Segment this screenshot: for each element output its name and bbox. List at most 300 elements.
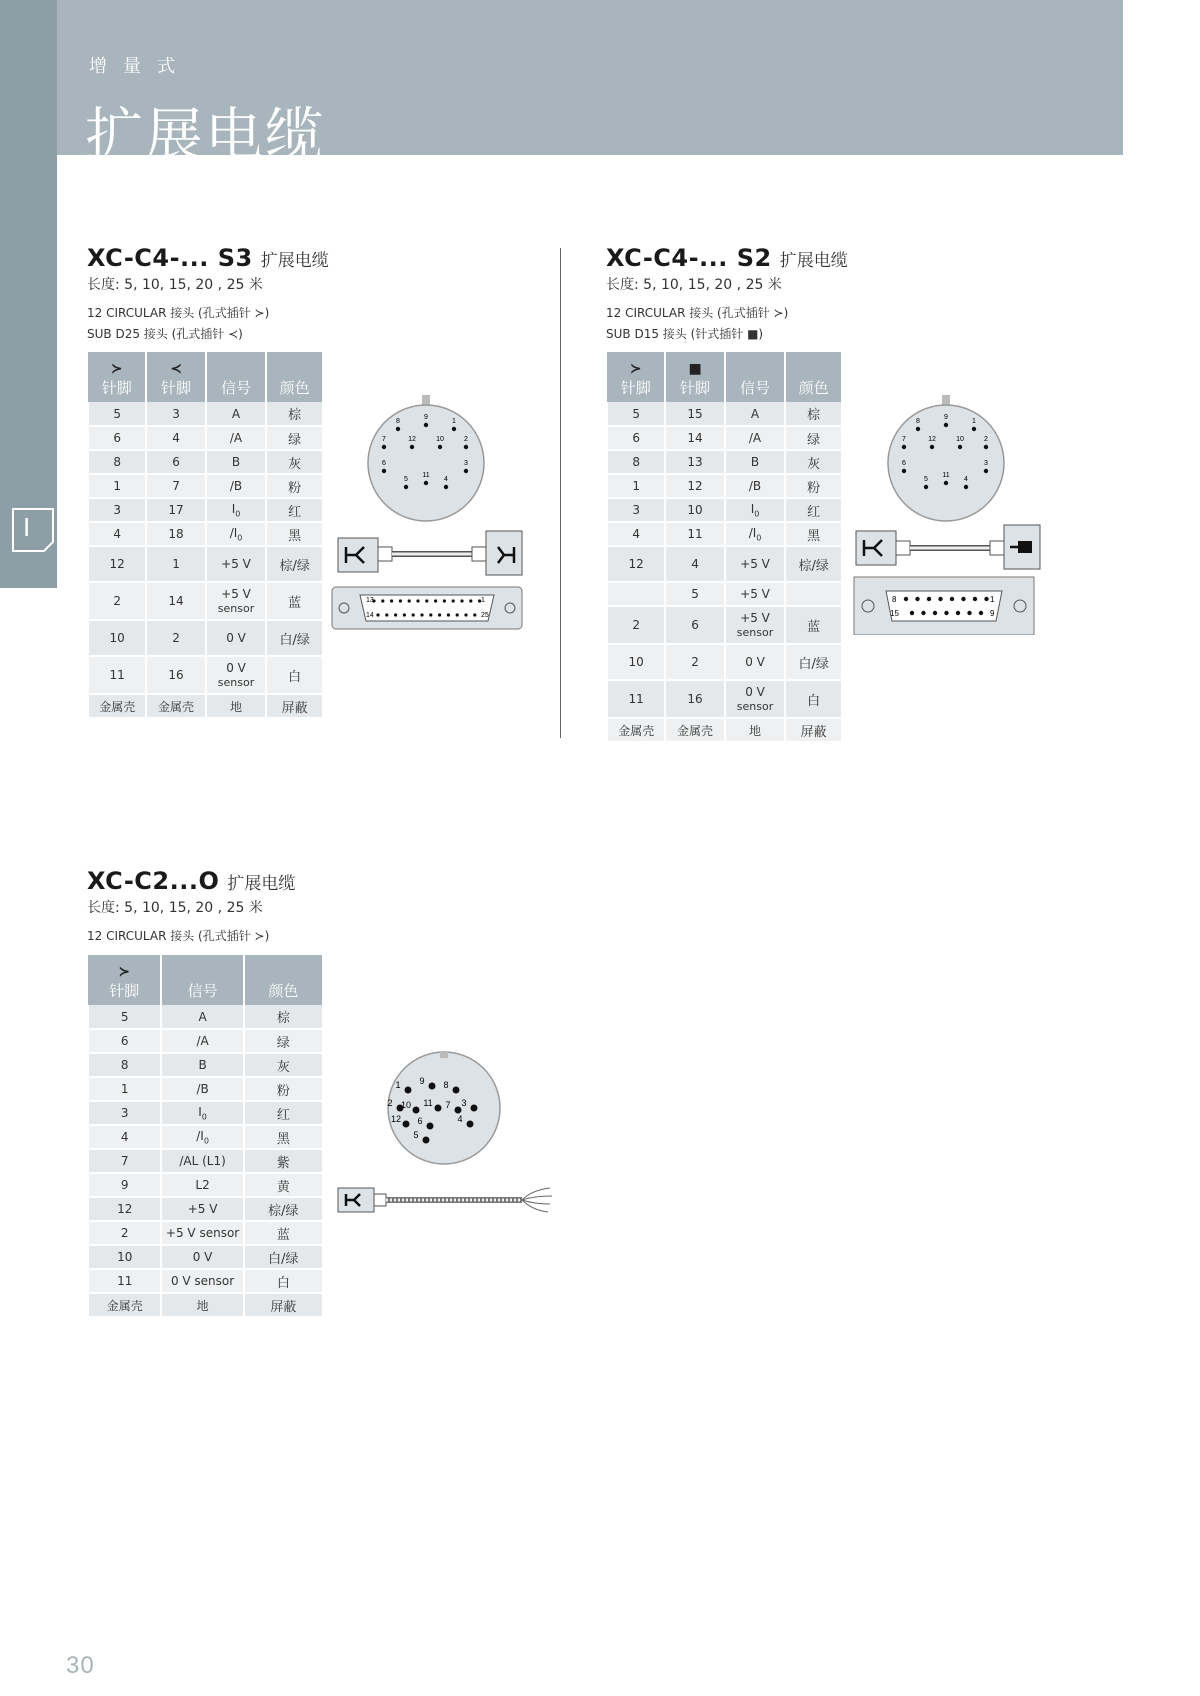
table-cell: $/I_0$ — [206, 522, 267, 546]
table-cell: 2 — [665, 644, 724, 680]
table-cell: 3 — [146, 402, 205, 426]
table-row — [88, 498, 323, 522]
table-cell: /B — [206, 474, 267, 498]
table-cell: 11 — [607, 680, 665, 718]
pin-label: 5 — [413, 1130, 419, 1140]
pin-dot — [456, 613, 459, 616]
pin-label: 2 — [387, 1098, 393, 1108]
table-cell: 6 — [607, 426, 665, 450]
table-row — [88, 694, 323, 718]
table-cell: 棕/绿 — [785, 546, 842, 582]
pin-label: 2 — [464, 436, 468, 443]
table-cell: 6 — [88, 426, 146, 450]
table-cell: +5 V — [206, 546, 267, 582]
connector-diagram-s2 — [850, 395, 1050, 635]
pin-dot — [944, 481, 948, 485]
table-cell: 3 — [88, 1101, 161, 1125]
table-row — [607, 582, 842, 606]
pin-connector-icon — [1018, 541, 1032, 553]
table-cell: 6 — [88, 1029, 161, 1053]
table-cell: 14 — [665, 426, 724, 450]
table-cell: 地 — [206, 694, 267, 718]
table-cell: +5 V — [161, 1197, 243, 1221]
table-cell: 绿 — [266, 426, 323, 450]
table-header-cell: ≻ 针脚 — [88, 352, 146, 402]
table-cell: 白 — [785, 680, 842, 718]
model-name: XC-C4-... S2 — [606, 244, 772, 272]
pin-label: 11 — [423, 1098, 433, 1108]
pin-dot — [460, 599, 463, 602]
pin-dot — [453, 1087, 460, 1094]
table-header-cell: ≺ 针脚 — [146, 352, 205, 402]
table-cell: 4 — [607, 522, 665, 546]
pin-dot — [944, 423, 948, 427]
section-title — [87, 244, 329, 272]
pin-dot — [455, 1107, 462, 1114]
section-tab-marker — [12, 508, 54, 552]
table-cell: 4 — [88, 1125, 161, 1149]
pin-label: 7 — [902, 436, 906, 443]
table-cell: 1 — [146, 546, 205, 582]
pin-label: 5 — [404, 476, 408, 483]
pin-dot — [385, 613, 388, 616]
table-cell: 15 — [665, 402, 724, 426]
table-row — [607, 522, 842, 546]
pin-label: 6 — [382, 460, 386, 467]
table-cell: 12 — [88, 1197, 161, 1221]
pin-dot — [429, 1083, 436, 1090]
sub-d25-face — [332, 587, 522, 629]
table-cell: 8 — [607, 450, 665, 474]
table-cell: A — [206, 402, 267, 426]
table-cell: 5 — [88, 1005, 161, 1029]
svg-text:1: 1 — [481, 597, 485, 604]
table-row — [88, 656, 323, 694]
pin-dot — [916, 427, 920, 431]
table-cell: 白/绿 — [785, 644, 842, 680]
table-cell: 紫 — [244, 1149, 323, 1173]
table-cell: $I_0$ — [206, 498, 267, 522]
table-cell: 2 — [146, 620, 205, 656]
pin-dot — [425, 599, 428, 602]
svg-text:1: 1 — [990, 595, 995, 604]
table-cell: L2 — [161, 1173, 243, 1197]
pin-label: 7 — [445, 1100, 451, 1110]
cable-lengths: 长度: 5, 10, 15, 20 , 25 米 — [87, 900, 263, 916]
pin-dot — [390, 599, 393, 602]
table-row — [88, 450, 323, 474]
column-divider — [560, 248, 561, 738]
table-cell: 金属壳 — [146, 694, 205, 718]
table-row — [88, 474, 323, 498]
table-cell: 0 V — [206, 620, 267, 656]
table-cell: 金属壳 — [88, 694, 146, 718]
table-cell: 粉 — [266, 474, 323, 498]
svg-text:14: 14 — [366, 612, 374, 619]
pin-dot — [471, 1105, 478, 1112]
table-cell: /A — [725, 426, 786, 450]
pin-dot — [435, 1105, 442, 1112]
table-header-cell: ■ 针脚 — [665, 352, 724, 402]
section-tab-label: I — [23, 512, 31, 542]
pin-dot — [444, 485, 448, 489]
table-cell: 10 — [607, 644, 665, 680]
table-cell: 1 — [607, 474, 665, 498]
open-end-cable — [338, 1188, 552, 1212]
sidebar-strip — [0, 0, 57, 588]
pin-dot — [413, 1107, 420, 1114]
pin-label: 3 — [461, 1098, 467, 1108]
table-cell: 绿 — [785, 426, 842, 450]
table-cell: 8 — [88, 450, 146, 474]
pin-dot — [464, 469, 468, 473]
pin-dot — [443, 599, 446, 602]
table-header-cell: ≻ 针脚 — [607, 352, 665, 402]
page-number: 30 — [66, 1652, 95, 1679]
pin-label: 6 — [902, 460, 906, 467]
table-row — [88, 546, 323, 582]
model-name: XC-C4-... S3 — [87, 244, 253, 272]
table-cell: 红 — [266, 498, 323, 522]
table-cell: 金属壳 — [88, 1293, 161, 1317]
table-cell: 0 V sensor — [725, 680, 786, 718]
connector-diagram-c2 — [336, 1050, 556, 1220]
table-cell: 0 V sensor — [161, 1269, 243, 1293]
table-cell: A — [161, 1005, 243, 1029]
table-cell: 蓝 — [785, 606, 842, 644]
pin-dot — [405, 1087, 412, 1094]
table-cell: 14 — [146, 582, 205, 620]
table-cell: 棕 — [266, 402, 323, 426]
table-row — [607, 680, 842, 718]
table-header-cell: 信号 — [161, 955, 243, 1005]
pin-label: 12 — [928, 436, 936, 443]
pin-label: 1 — [395, 1080, 401, 1090]
pin-dot — [904, 597, 908, 601]
pin-dot — [382, 445, 386, 449]
pin-dot — [412, 613, 415, 616]
table-cell: 灰 — [785, 450, 842, 474]
table-cell: 6 — [665, 606, 724, 644]
table-cell: 棕 — [785, 402, 842, 426]
pin-label: 7 — [382, 436, 386, 443]
pin-dot — [910, 611, 914, 615]
table-row — [88, 1077, 323, 1101]
pin-dot — [984, 445, 988, 449]
table-cell: /A — [161, 1029, 243, 1053]
pin-dot — [473, 613, 476, 616]
connector-line: SUB D25 接头 (孔式插针 ≺) — [87, 327, 243, 341]
table-cell: 4 — [146, 426, 205, 450]
table-row — [88, 1293, 323, 1317]
pin-dot — [921, 611, 925, 615]
table-cell: 3 — [607, 498, 665, 522]
pin-dot — [964, 485, 968, 489]
table-cell: 7 — [88, 1149, 161, 1173]
pin-label: 4 — [444, 476, 448, 483]
pin-label: 3 — [464, 460, 468, 467]
table-cell: 10 — [665, 498, 724, 522]
connector-symbol-icon: ■ — [688, 361, 702, 377]
table-cell: 5 — [607, 402, 665, 426]
table-row — [88, 426, 323, 450]
pin-label: 10 — [436, 436, 444, 443]
pin-table-s3 — [87, 352, 324, 719]
pin-dot — [961, 597, 965, 601]
table-cell: 10 — [88, 1245, 161, 1269]
section-title — [606, 244, 848, 272]
pin-label: 9 — [419, 1076, 425, 1086]
table-cell: 蓝 — [266, 582, 323, 620]
table-cell: 白 — [266, 656, 323, 694]
pin-dot — [915, 597, 919, 601]
pin-dot — [438, 613, 441, 616]
table-cell: 11 — [88, 1269, 161, 1293]
table-cell: 金属壳 — [665, 718, 724, 742]
table-cell: 0 V — [725, 644, 786, 680]
pin-label: 10 — [956, 436, 964, 443]
table-cell: $I_0$ — [161, 1101, 243, 1125]
table-header-cell: 颜色 — [785, 352, 842, 402]
pin-dot — [464, 445, 468, 449]
table-row — [607, 606, 842, 644]
pin-dot — [438, 445, 442, 449]
table-cell: 灰 — [266, 450, 323, 474]
table-cell — [785, 582, 842, 606]
table-cell: 金属壳 — [607, 718, 665, 742]
svg-text:15: 15 — [890, 609, 899, 618]
cable-assembly — [338, 531, 522, 575]
pin-label: 9 — [424, 414, 428, 421]
table-cell: 18 — [146, 522, 205, 546]
table-header-cell: 颜色 — [266, 352, 323, 402]
table-row — [88, 1269, 323, 1293]
table-header-cell: 信号 — [725, 352, 786, 402]
svg-text:13: 13 — [366, 597, 374, 604]
table-cell: 白/绿 — [244, 1245, 323, 1269]
table-row — [607, 718, 842, 742]
svg-text:8: 8 — [892, 595, 897, 604]
pin-dot — [467, 1121, 474, 1128]
pin-label: 1 — [452, 418, 456, 425]
pin-dot — [376, 613, 379, 616]
connector-symbol-icon: ≺ — [170, 361, 182, 377]
pin-label: 12 — [390, 1114, 402, 1124]
model-suffix: 扩展电缆 — [779, 251, 848, 271]
pin-dot — [429, 613, 432, 616]
table-cell: 12 — [665, 474, 724, 498]
table-cell: 白 — [244, 1269, 323, 1293]
table-row — [88, 1125, 323, 1149]
table-cell: 白/绿 — [266, 620, 323, 656]
table-cell: 13 — [665, 450, 724, 474]
pin-dot — [382, 469, 386, 473]
table-cell: 棕 — [244, 1005, 323, 1029]
pin-dot — [984, 597, 988, 601]
pin-label: 11 — [422, 472, 430, 479]
table-cell: 16 — [665, 680, 724, 718]
pin-dot — [944, 611, 948, 615]
table-cell: /AL (L1) — [161, 1149, 243, 1173]
table-cell: 2 — [88, 1221, 161, 1245]
pin-dot — [469, 599, 472, 602]
table-row — [88, 1149, 323, 1173]
table-row — [607, 546, 842, 582]
svg-text:9: 9 — [990, 609, 995, 618]
table-row — [607, 474, 842, 498]
pin-dot — [452, 599, 455, 602]
table-cell: 蓝 — [244, 1221, 323, 1245]
pin-dot — [938, 597, 942, 601]
connector-symbol-icon: ≻ — [629, 361, 642, 377]
pin-dot — [434, 599, 437, 602]
pin-dot — [381, 599, 384, 602]
table-row — [88, 1029, 323, 1053]
table-header-cell: 信号 — [206, 352, 267, 402]
pin-dot — [967, 611, 971, 615]
table-cell: 5 — [665, 582, 724, 606]
table-row — [88, 582, 323, 620]
table-cell: +5 V — [725, 582, 786, 606]
pin-dot — [979, 611, 983, 615]
pin-dot — [984, 469, 988, 473]
pin-dot — [427, 1123, 434, 1130]
table-cell: +5 V — [725, 546, 786, 582]
connector-line: 12 CIRCULAR 接头 (孔式插针 ≻) — [87, 306, 270, 320]
pin-dot — [403, 613, 406, 616]
table-cell: 9 — [88, 1173, 161, 1197]
table-row — [607, 450, 842, 474]
cable-lengths: 长度: 5, 10, 15, 20 , 25 米 — [87, 277, 263, 293]
pin-dot — [902, 445, 906, 449]
pin-label: 8 — [916, 418, 920, 425]
pin-dot — [933, 611, 937, 615]
model-suffix: 扩展电缆 — [260, 251, 329, 271]
table-cell: 绿 — [244, 1029, 323, 1053]
table-cell: 12 — [607, 546, 665, 582]
table-header-cell: ≻ 针脚 — [88, 955, 161, 1005]
section-title — [87, 867, 295, 895]
pin-dot — [396, 427, 400, 431]
pin-dot — [394, 613, 397, 616]
pin-dot — [416, 599, 419, 602]
table-cell: B — [206, 450, 267, 474]
table-row — [88, 402, 323, 426]
pin-dot — [404, 485, 408, 489]
table-cell: 1 — [88, 1077, 161, 1101]
table-row — [88, 1197, 323, 1221]
table-cell: 粉 — [244, 1077, 323, 1101]
table-cell: +5 V sensor — [161, 1221, 243, 1245]
pin-label: 9 — [944, 414, 948, 421]
pin-dot — [956, 611, 960, 615]
table-cell: 2 — [607, 606, 665, 644]
svg-text:25: 25 — [481, 612, 489, 619]
pin-dot — [924, 485, 928, 489]
table-cell: $/I_0$ — [161, 1125, 243, 1149]
connector-line: 12 CIRCULAR 接头 (孔式插针 ≻) — [606, 306, 789, 320]
pin-label: 12 — [408, 436, 416, 443]
table-cell: 红 — [785, 498, 842, 522]
pin-dot — [927, 597, 931, 601]
pin-dot — [902, 469, 906, 473]
model-suffix: 扩展电缆 — [227, 874, 296, 894]
table-cell: +5 V sensor — [725, 606, 786, 644]
table-cell: B — [725, 450, 786, 474]
table-row — [88, 1053, 323, 1077]
pin-dot — [424, 481, 428, 485]
pin-dot — [408, 599, 411, 602]
table-row — [607, 644, 842, 680]
table-header-cell: 颜色 — [244, 955, 323, 1005]
table-cell: 灰 — [244, 1053, 323, 1077]
header-subtitle: 增量式 — [89, 56, 191, 77]
table-cell: /A — [206, 426, 267, 450]
table-cell: 地 — [725, 718, 786, 742]
table-row — [88, 1005, 323, 1029]
connector-line: SUB D15 接头 (针式插针 ■) — [606, 327, 764, 341]
pin-label: 3 — [984, 460, 988, 467]
table-row — [88, 1245, 323, 1269]
table-cell: 12 — [88, 546, 146, 582]
sub-d15-face — [854, 577, 1034, 635]
table-cell: 11 — [88, 656, 146, 694]
table-cell: 4 — [665, 546, 724, 582]
table-cell: 黄 — [244, 1173, 323, 1197]
pin-label: 4 — [457, 1114, 463, 1124]
pin-label: 1 — [972, 418, 976, 425]
table-cell: 黑 — [244, 1125, 323, 1149]
table-cell: 17 — [146, 498, 205, 522]
table-row — [88, 1101, 323, 1125]
cable-assembly — [856, 525, 1040, 569]
table-cell: 7 — [146, 474, 205, 498]
table-cell: 16 — [146, 656, 205, 694]
connector-diagram-s3 — [330, 395, 530, 635]
table-row — [88, 620, 323, 656]
pin-dot — [399, 599, 402, 602]
table-cell: 屏蔽 — [785, 718, 842, 742]
pin-label: 4 — [964, 476, 968, 483]
table-cell: 地 — [161, 1293, 243, 1317]
table-cell: $/I_0$ — [725, 522, 786, 546]
table-cell: 2 — [88, 582, 146, 620]
table-cell: +5 V sensor — [206, 582, 267, 620]
table-cell: 黑 — [785, 522, 842, 546]
pin-dot — [972, 427, 976, 431]
pin-dot — [447, 613, 450, 616]
table-cell: 棕/绿 — [244, 1197, 323, 1221]
table-row — [88, 1221, 323, 1245]
table-cell: A — [725, 402, 786, 426]
connector-line: 12 CIRCULAR 接头 (孔式插针 ≻) — [87, 929, 270, 943]
table-cell: 屏蔽 — [244, 1293, 323, 1317]
table-cell: 红 — [244, 1101, 323, 1125]
header-title: 扩展电缆 — [85, 101, 326, 169]
pin-dot — [452, 427, 456, 431]
table-cell: 0 V sensor — [206, 656, 267, 694]
table-row — [607, 402, 842, 426]
wire-ends-icon — [522, 1188, 552, 1212]
table-cell — [607, 582, 665, 606]
table-cell: 3 — [88, 498, 146, 522]
connector-symbol-icon: ≻ — [118, 964, 131, 980]
pin-dot — [973, 597, 977, 601]
table-cell: 5 — [88, 402, 146, 426]
pin-table-c2 — [87, 955, 324, 1318]
pin-label: 10 — [400, 1100, 412, 1110]
cable-lengths: 长度: 5, 10, 15, 20 , 25 米 — [606, 277, 782, 293]
